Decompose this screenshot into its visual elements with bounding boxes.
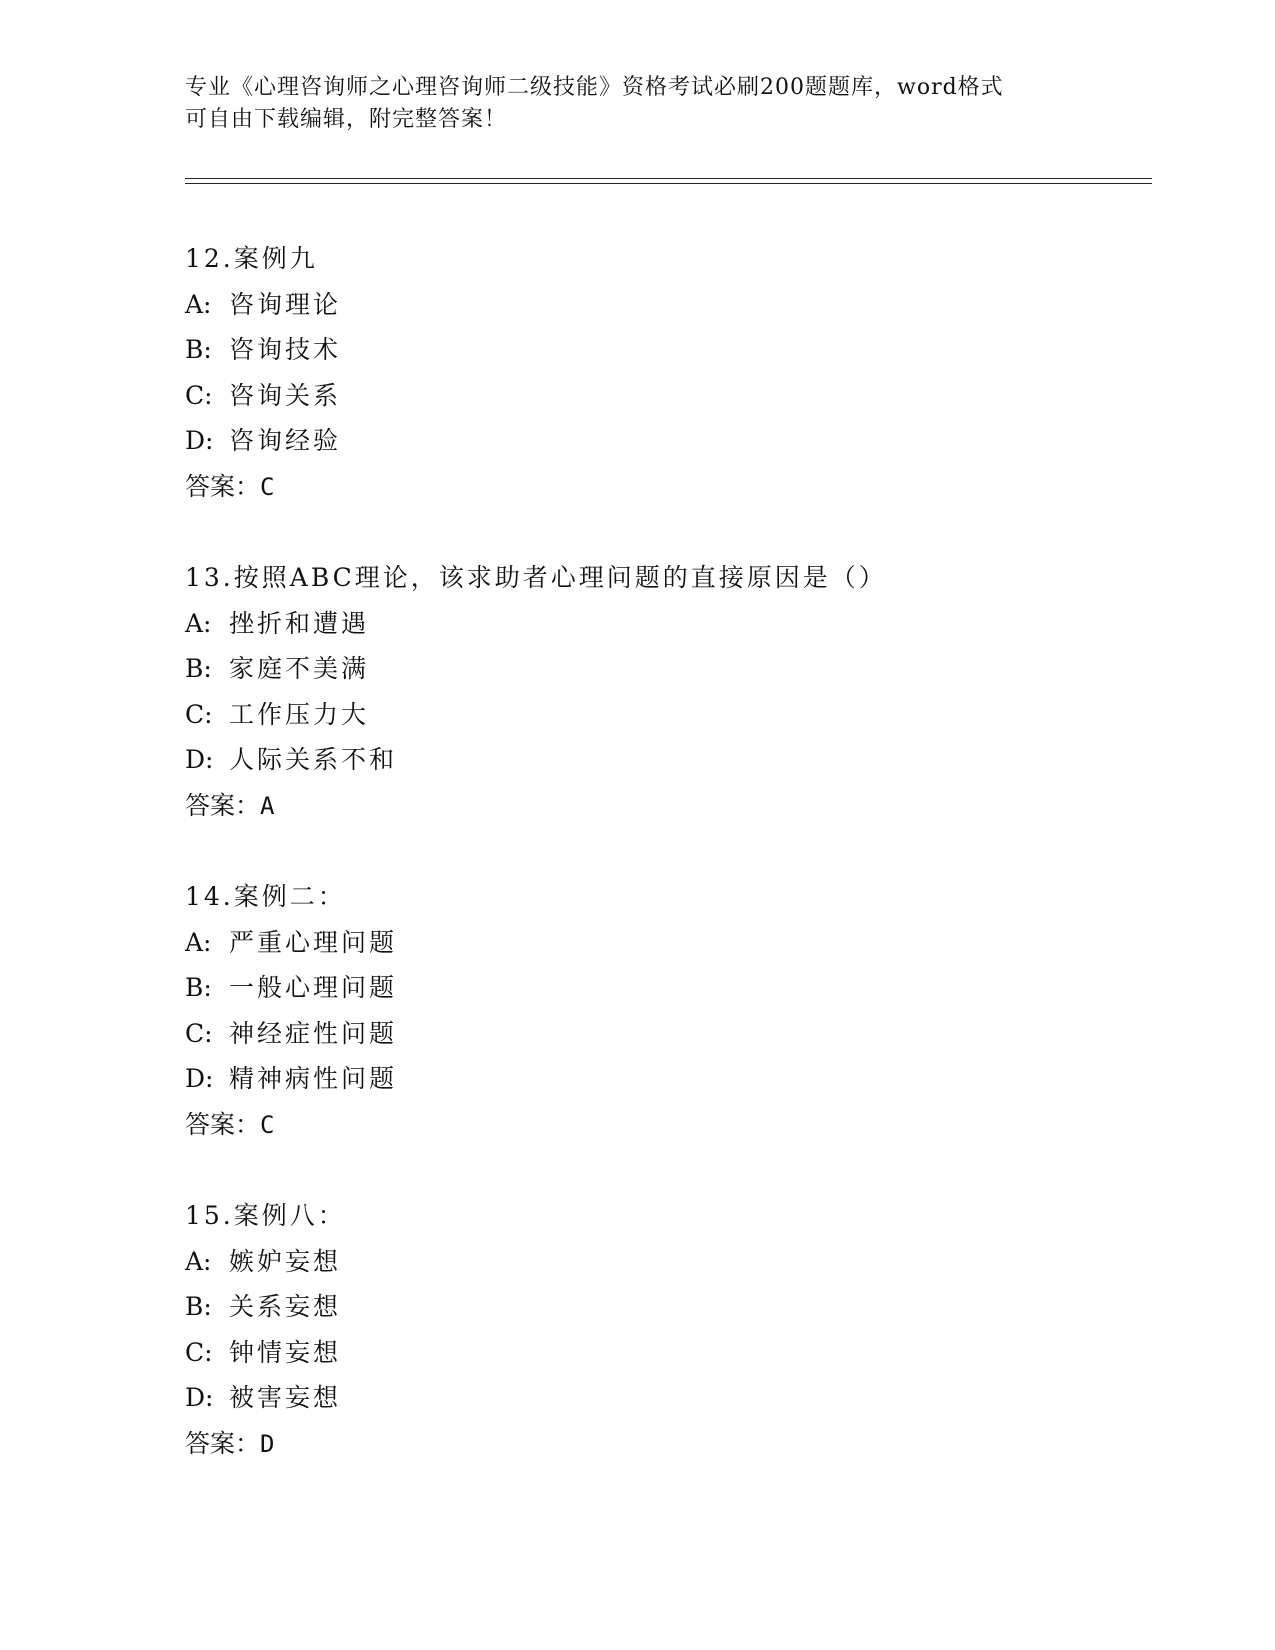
option-text: 精神病性问题	[229, 1064, 398, 1093]
answer-line	[185, 783, 1145, 829]
option-b	[185, 646, 1145, 692]
option-key: D:	[185, 1064, 214, 1093]
answer-line	[185, 1421, 1145, 1467]
answer-line	[185, 1102, 1145, 1148]
option-key: C:	[185, 699, 213, 729]
option-key: B:	[185, 973, 212, 1002]
answer-value: A	[260, 791, 275, 820]
option-text: 一般心理问题	[229, 973, 398, 1002]
option-text: 工作压力大	[229, 699, 370, 729]
option-c	[185, 692, 1145, 738]
header-divider-bottom	[185, 183, 1152, 184]
option-text: 挫折和遭遇	[229, 608, 370, 638]
question-14	[185, 874, 1145, 1193]
option-key: C:	[185, 1018, 213, 1048]
document-header	[185, 72, 1085, 136]
option-text: 钟情妄想	[229, 1337, 342, 1367]
option-a	[185, 920, 1145, 966]
option-text: 被害妄想	[229, 1383, 342, 1412]
option-key: A:	[185, 1246, 212, 1276]
answer-label: 答案：	[185, 471, 261, 501]
answer-value: C	[260, 1110, 275, 1139]
option-text: 严重心理问题	[229, 927, 398, 957]
option-text: 咨询经验	[229, 426, 342, 455]
option-a	[185, 282, 1145, 328]
option-text: 关系妄想	[229, 1292, 342, 1321]
option-text: 人际关系不和	[229, 745, 398, 774]
option-a	[185, 1239, 1145, 1285]
option-c	[185, 1011, 1145, 1057]
question-list	[185, 236, 1145, 1512]
question-13	[185, 555, 1145, 874]
option-text: 神经症性问题	[229, 1018, 398, 1048]
option-d	[185, 418, 1145, 464]
option-c	[185, 1330, 1145, 1376]
option-c	[185, 373, 1145, 419]
answer-value: C	[260, 472, 275, 501]
answer-value: D	[260, 1429, 275, 1458]
option-text: 咨询理论	[229, 289, 342, 319]
answer-label: 答案：	[185, 790, 261, 820]
header-title-line-2: 可自由下载编辑，附完整答案！	[185, 107, 508, 132]
option-key: A:	[185, 927, 212, 957]
option-d	[185, 1375, 1145, 1421]
option-key: D:	[185, 1383, 214, 1412]
option-text: 嫉妒妄想	[229, 1246, 342, 1276]
option-text: 家庭不美满	[229, 654, 370, 683]
option-text: 咨询技术	[229, 335, 342, 364]
option-b	[185, 327, 1145, 373]
option-key: A:	[185, 289, 212, 319]
option-key: C:	[185, 1337, 213, 1367]
option-key: D:	[185, 745, 214, 774]
question-12	[185, 236, 1145, 555]
question-15	[185, 1193, 1145, 1512]
option-key: B:	[185, 1292, 212, 1321]
option-b	[185, 965, 1145, 1011]
header-title-line-1: 专业《心理咨询师之心理咨询师二级技能》资格考试必刷200题题库，word格式	[185, 75, 1004, 100]
option-text: 咨询关系	[229, 380, 342, 410]
header-divider-top	[185, 178, 1152, 179]
answer-label: 答案：	[185, 1109, 261, 1139]
question-stem: 13.按照ABC理论，该求助者心理问题的直接原因是（）	[185, 563, 887, 592]
option-key: D:	[185, 426, 214, 455]
option-key: C:	[185, 380, 213, 410]
option-d	[185, 1056, 1145, 1102]
option-key: A:	[185, 608, 212, 638]
option-key: B:	[185, 654, 212, 683]
option-b	[185, 1284, 1145, 1330]
option-key: B:	[185, 335, 212, 364]
answer-line	[185, 464, 1145, 510]
answer-label: 答案：	[185, 1428, 261, 1458]
question-stem: 14.案例二：	[185, 882, 346, 911]
question-stem: 12.案例九	[185, 244, 318, 273]
question-stem: 15.案例八：	[185, 1201, 346, 1230]
option-d	[185, 737, 1145, 783]
option-a	[185, 601, 1145, 647]
